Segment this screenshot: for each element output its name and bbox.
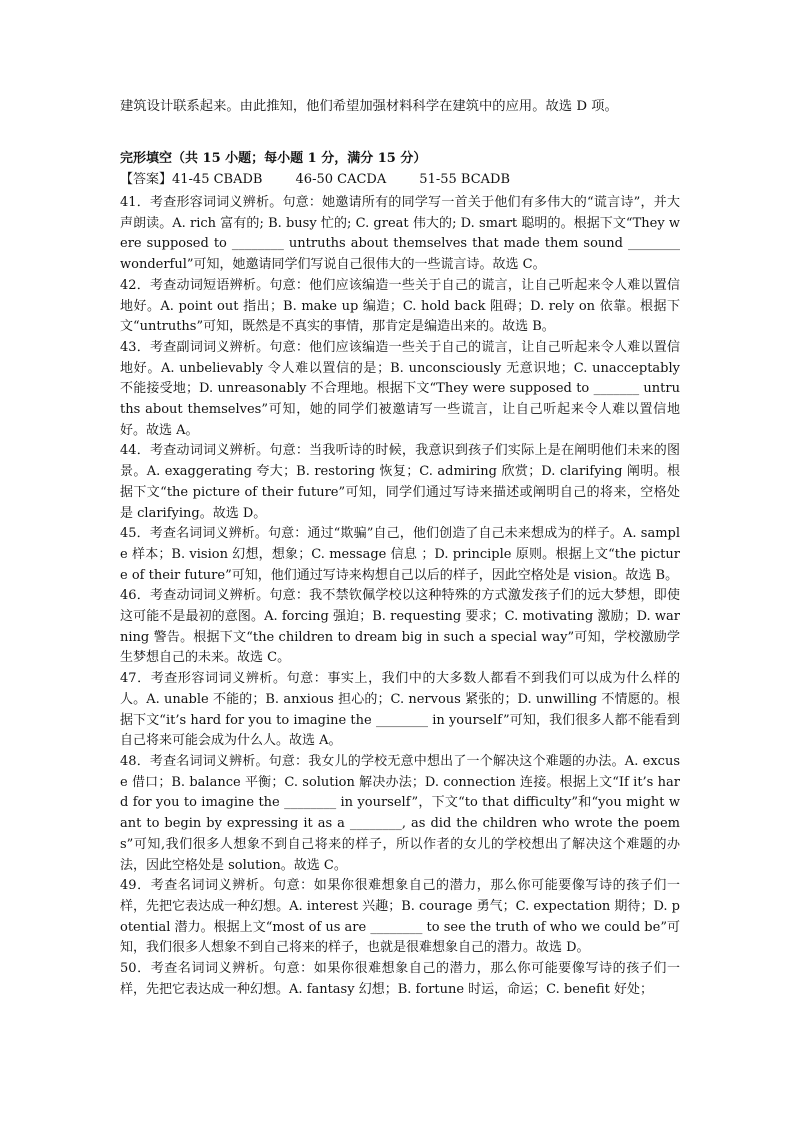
explanation-43: 43．考查副词词义辨析。句意：他们应该编造一些关于自己的谎言，让自己听起来令人难以置信地好。A. unbelievably 令人难以置信的是；B. unconsciously 无意识地；C. unacceptably 不能接受地；D. unreasonably 不合理地。根据下文“They were supposed to _______ untruths about themselves”可知，她的同学们被邀请写一些谎言，让自己听起来令人难以置信地好。故选 A。	[120, 339, 680, 438]
explanation-45: 45．考查名词词义辨析。句意：通过“欺骗”自己，他们创造了自己未来想成为的样子。A. sample 样本；B. vision 幻想，想象；C. message 信息 ；D. principle 原则。根据上文“the picture of their future”可知，他们通过写诗来构想自己以后的样子，因此空格处是 vision。故选 B。	[120, 526, 680, 583]
explanation-47: 47．考查形容词词义辨析。句意：事实上，我们中的大多数人都看不到我们可以成为什么样的人。A. unable 不能的；B. anxious 担心的；C. nervous 紧张的；D. unwilling 不情愿的。根据下文“it’s hard for you to imagine the ________ in yourself”可知，我们很多人都不能看到自己将来可能会成为什么人。故选 A。	[120, 671, 680, 749]
explanation-46: 46．考查动词词义辨析。句意：我不禁钦佩学校以这种特殊的方式激发孩子们的远大梦想，即使这可能不是最初的意图。A. forcing 强迫；B. requesting 要求；C. motivating 激励；D. warning 警告。根据下文“the children to dream big in such a special way”可知，学校激励学生梦想自己的未来。故选 C。	[120, 588, 680, 666]
explanation-41: 41．考查形容词词义辨析。句意：她邀请所有的同学写一首关于他们有多伟大的“谎言诗”，并大声朗读。A. rich 富有的; B. busy 忙的; C. great 伟大的; D. smart 聪明的。根据下文“They were supposed to ________ untruths about themselves that made them sound ________ wonderful”可知，她邀请同学们写说自己很伟大的一些谎言诗。故选 C。	[120, 195, 680, 273]
explanation-49: 49．考查名词词义辨析。句意：如果你很难想象自己的潜力，那么你可能要像写诗的孩子们一样，先把它表达成一种幻想。A. interest 兴趣；B. courage 勇气；C. expectation 期待；D. potential 潜力。根据上文“most of us are ________ to see the truth of who we could be”可知，我们很多人想象不到自己将来的样子，也就是很难想象自己的潜力。故选 D。	[120, 878, 680, 956]
section-title: 完形填空（共 15 小题；每小题 1 分，满分 15 分）	[120, 151, 427, 166]
previous-answer-conclusion: 建筑设计联系起来。由此推知，他们希望加强材料科学在建筑中的应用。故选 D 项。	[120, 99, 618, 114]
explanation-48: 48．考查名词词义辨析。句意：我女儿的学校无意中想出了一个解决这个难题的办法。A. excuse 借口；B. balance 平衡；C. solution 解决办法；D. connection 连接。根据上文“If it’s hard for you to imagine the ________ in yourself”，下文“to that difficulty”和“you might want to begin by expressing it as a ________, as did the children who wrote the poems”可知,我们很多人想象不到自己将来的样子，所以作者的女儿的学校想出了解决这个难题的办法，因此空格处是 solution。故选 C。	[120, 753, 680, 873]
answer-key: 【答案】41-45 CBADB 46-50 CACDA 51-55 BCADB	[120, 172, 511, 187]
explanation-42: 42．考查动词短语辨析。句意：他们应该编造一些关于自己的谎言，让自己听起来令人难以置信地好。A. point out 指出；B. make up 编造；C. hold back 阻碍；D. rely on 依靠。根据下文“untruths”可知，既然是不真实的事情，那肯定是编造出来的。故选 B。	[120, 277, 680, 335]
explanation-44: 44．考查动词词义辨析。句意：当我听诗的时候，我意识到孩子们实际上是在阐明他们未来的图景。A. exaggerating 夸大；B. restoring 恢复；C. admiring 欣赏；D. clarifying 阐明。根据下文“the picture of their future”可知，同学们通过写诗来描述或阐明自己的将来，空格处是 clarifying。故选 D。	[120, 443, 680, 521]
explanations-list	[120, 193, 680, 1000]
explanation-50: 50．考查名词词义辨析。句意：如果你很难想象自己的潜力，那么你可能要像写诗的孩子们一样，先把它表达成一种幻想。A. fantasy 幻想；B. fortune 时运，命运；C. benefit 好处；	[120, 961, 680, 997]
